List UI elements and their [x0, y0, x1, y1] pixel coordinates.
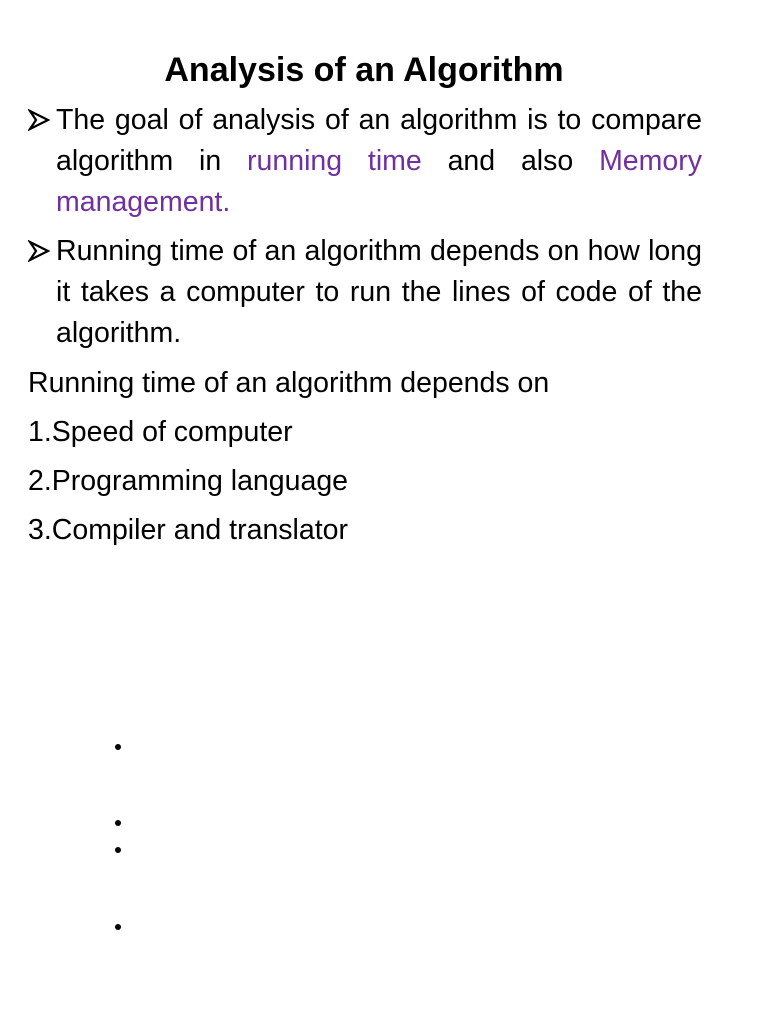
- arrowhead-bullet-icon: [28, 100, 56, 131]
- factor-item: 3.Compiler and translator: [28, 514, 348, 546]
- bullet-text: The goal of analysis of an algorithm is to compare algorithm in: [56, 104, 702, 177]
- factors-intro: Running time of an algorithm depends on: [28, 367, 550, 399]
- bullet-goal-of-analysis: [28, 100, 702, 223]
- factor-item: 2.Programming language: [28, 465, 349, 497]
- dot-icon: [115, 820, 121, 826]
- dot-icon: [115, 847, 121, 853]
- bullet-running-time: [28, 231, 702, 354]
- bullet-text: and also: [421, 145, 600, 177]
- dot-icon: [115, 924, 121, 930]
- highlight-memory-management: Memory management.: [56, 145, 702, 218]
- factor-item: 1.Speed of computer: [28, 416, 293, 448]
- highlight-running-time: running time: [247, 145, 422, 177]
- bullet-text: Running time of an algorithm depends on how long it takes a computer to run the lines of code of the algorithm.: [56, 235, 702, 349]
- dot-icon: [115, 744, 121, 750]
- slide-title: Analysis of an Algorithm: [164, 51, 564, 89]
- arrowhead-bullet-icon: [28, 231, 56, 262]
